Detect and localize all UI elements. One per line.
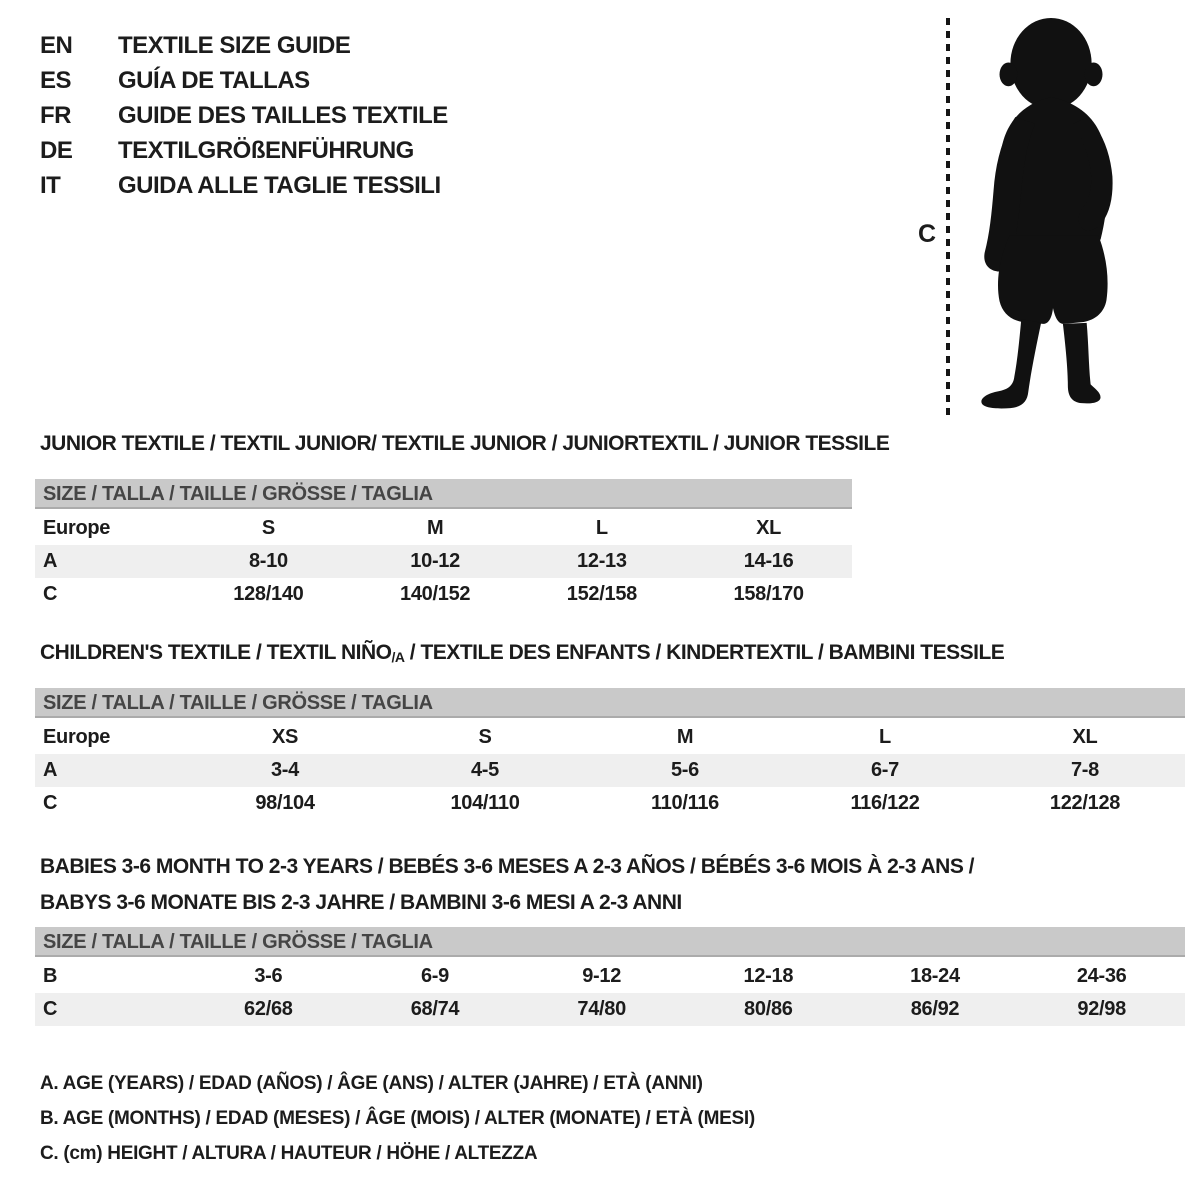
language-row: [40, 98, 448, 133]
language-row: [40, 133, 448, 168]
table-body: [35, 960, 1185, 1026]
table-row: [35, 545, 852, 578]
table-cell: 74/80: [577, 998, 626, 1020]
table-cell: L: [879, 726, 891, 748]
table-body: [35, 512, 852, 611]
table-cell: L: [595, 517, 608, 539]
table-cell: 4-5: [470, 759, 499, 781]
language-title: TEXTILE SIZE GUIDE: [118, 31, 351, 59]
table-row: [35, 993, 1185, 1026]
language-row: [40, 63, 448, 98]
table-cell: 80/86: [744, 998, 793, 1020]
language-title: GUIDE DES TAILLES TEXTILE: [118, 101, 448, 129]
table-cell: 158/170: [733, 583, 804, 605]
table-cell: 14-16: [743, 550, 794, 572]
language-row: [40, 28, 448, 63]
table-cell: 12-13: [577, 550, 627, 572]
table-cell: 6-9: [420, 965, 449, 987]
row-label: C: [43, 998, 58, 1020]
height-measure-label: C: [918, 220, 937, 248]
table-header-bar: SIZE / TALLA / TAILLE / GRÖSSE / TAGLIA: [35, 479, 852, 509]
table-cell: 68/74: [410, 998, 460, 1020]
table-header-bar: SIZE / TALLA / TAILLE / GRÖSSE / TAGLIA: [35, 927, 1185, 957]
row-label: A: [43, 759, 58, 781]
table-cell: 3-4: [270, 759, 299, 781]
table-cell: 128/140: [233, 583, 304, 605]
table-cell: 8-10: [248, 550, 288, 572]
language-code: IT: [40, 171, 61, 199]
table-cell: M: [426, 517, 444, 539]
language-title: GUÍA DE TALLAS: [118, 66, 310, 94]
table-cell: 92/98: [1077, 998, 1126, 1020]
table-cell: XL: [1072, 726, 1098, 748]
language-code: ES: [40, 66, 72, 94]
title-line: BABYS 3-6 MONATE BIS 2-3 JAHRE / BAMBINI 3-6 MESI A 2-3 ANNI: [40, 891, 682, 914]
table-cell: 152/158: [566, 583, 637, 605]
legend-line-a: A. AGE (YEARS) / EDAD (AÑOS) / ÂGE (ANS) / ALTER (JAHRE) / ETÀ (ANNI): [40, 1073, 703, 1094]
table-cell: M: [676, 726, 694, 748]
table-cell: 12-18: [743, 965, 794, 987]
table-cell: 110/116: [651, 792, 719, 814]
language-title: GUIDA ALLE TAGLIE TESSILI: [118, 171, 441, 199]
height-figure: [900, 10, 1160, 422]
table-cell: S: [261, 517, 275, 539]
section-title-children: [40, 640, 1004, 667]
table-cell: 10-12: [410, 550, 460, 572]
table-cell: XS: [271, 726, 299, 748]
table-cell: 6-7: [870, 759, 899, 781]
legend: [40, 1066, 755, 1171]
table-cell: XL: [756, 517, 782, 539]
table-cell: 122/128: [1049, 792, 1121, 814]
table-cell: 3-6: [254, 965, 283, 987]
table-row: [35, 960, 1185, 993]
table-row: [35, 512, 852, 545]
table-body: [35, 721, 1185, 820]
row-label: C: [43, 583, 58, 605]
table-cell: 62/68: [244, 998, 293, 1020]
table-cell: S: [478, 726, 492, 748]
title-subscript: /A: [391, 649, 405, 665]
table-cell: 18-24: [910, 965, 960, 987]
table-row: [35, 754, 1185, 787]
language-title: TEXTILGRÖßENFÜHRUNG: [118, 136, 414, 164]
row-label: C: [43, 792, 58, 814]
children-size-table: [35, 688, 1185, 820]
language-code: EN: [40, 31, 73, 59]
language-row: [40, 168, 448, 203]
row-label: A: [43, 550, 58, 572]
table-row: [35, 721, 1185, 754]
row-label: B: [43, 965, 58, 987]
babies-size-table: [35, 927, 1185, 1026]
language-list: [40, 28, 448, 203]
table-cell: 98/104: [255, 792, 315, 814]
title-text: / TEXTILE DES ENFANTS / KINDERTEXTIL / BAMBINI TESSILE: [404, 641, 1005, 664]
section-title-junior: JUNIOR TEXTILE / TEXTIL JUNIOR/ TEXTILE JUNIOR / JUNIORTEXTIL / JUNIOR TESSILE: [40, 432, 890, 455]
row-label: Europe: [43, 726, 111, 748]
table-row: [35, 787, 1185, 820]
table-cell: 5-6: [670, 759, 699, 781]
table-header-bar: SIZE / TALLA / TAILLE / GRÖSSE / TAGLIA: [35, 688, 1185, 718]
junior-size-table: [35, 479, 852, 611]
legend-line-c: C. (cm) HEIGHT / ALTURA / HAUTEUR / HÖHE / ALTEZZA: [40, 1143, 538, 1164]
row-label: Europe: [43, 517, 111, 539]
title-line: BABIES 3-6 MONTH TO 2-3 YEARS / BEBÉS 3-6 MESES A 2-3 AÑOS / BÉBÉS 3-6 MOIS À 2-3 ANS /: [40, 855, 975, 878]
table-cell: 9-12: [582, 965, 622, 987]
height-measure-line: [946, 18, 950, 416]
language-code: DE: [40, 136, 73, 164]
table-cell: 86/92: [910, 998, 960, 1020]
section-title-babies: [40, 849, 974, 921]
table-cell: 24-36: [1076, 965, 1127, 987]
table-cell: 104/110: [450, 792, 520, 814]
table-cell: 140/152: [400, 583, 471, 605]
table-cell: 7-8: [1070, 759, 1099, 781]
table-row: [35, 578, 852, 611]
toddler-silhouette-icon: [962, 12, 1142, 418]
legend-line-b: B. AGE (MONTHS) / EDAD (MESES) / ÂGE (MOIS) / ALTER (MONATE) / ETÀ (MESI): [40, 1108, 755, 1129]
title-text: CHILDREN'S TEXTILE / TEXTIL NIÑO: [40, 641, 392, 664]
language-code: FR: [40, 101, 71, 129]
table-cell: 116/122: [850, 792, 920, 814]
